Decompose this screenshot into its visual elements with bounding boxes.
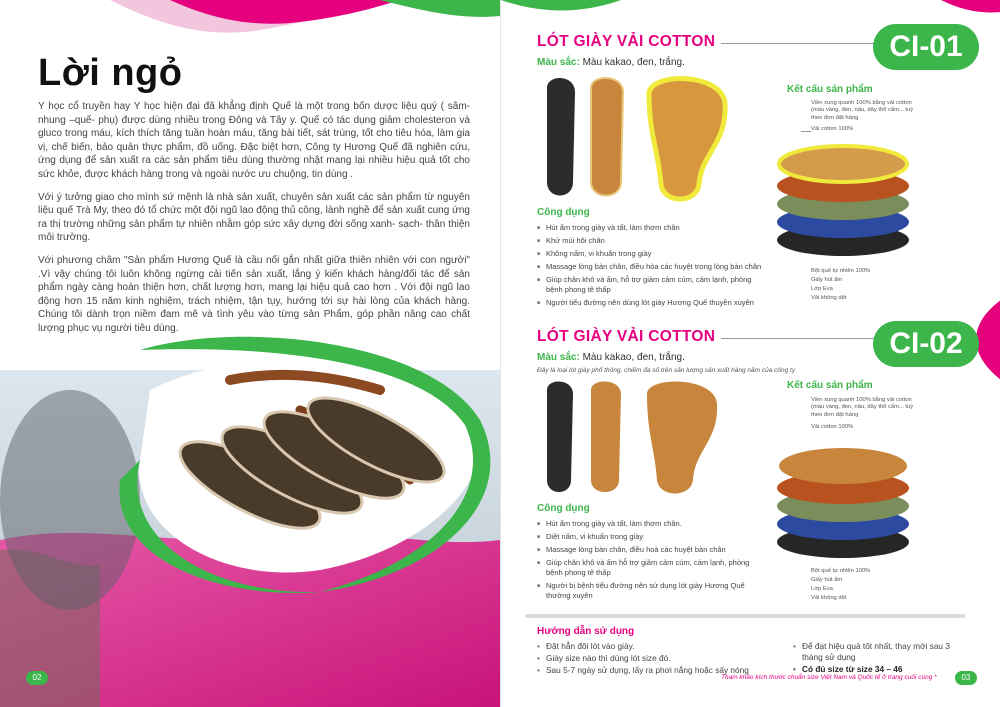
product-2-note: Đây là loại lót giày phổ thông, chiếm đa số trên sản lượng sản xuất hàng năm của công ty [537,367,796,374]
product-1-layer: Giấy hút ẩm [811,277,843,283]
product-2-color-line [537,352,685,363]
product-1-layer: Vải không dệt [811,295,847,301]
product-1-uses-heading: Công dụng [537,207,590,218]
intro-paragraph-2: Với ý tưởng giao cho mình sứ mệnh là nhà sản xuất, chuyên sản xuất các sản phẩm từ nguyên liệu quế Trà My, theo đó tổ chức một đội ngũ lao động thủ công, lành nghề để sản xuất cung ứng ra thị trường những sản phẩm tự nhiên nhằm góp sức xây dựng đời sống xanh- sạch- thân thiện môi trường. [38,191,470,244]
intro-paragraph-1: Y học cổ truyền hay Y học hiện đại đã khẳng định Quế là một trong bốn dược liệu quý ( sâm- nhung –quế- phụ) được dùng nhiều trong Đông và Tây y. Quế có tác dụng giảm cholesteron và gluco trong máu, kích thích tăng tuần hoàn máu, tăng bài tiết, sát trùng, tốt cho tiêu hóa, làm gia vị, chế biến, bảo quản thực phẩm, đồ uống. Đặc biệt hơn, Công ty Hương Quế đã nghiên cứu, ứng dụng để sản xuất ra các sản phẩm tiêu dùng thường nhật mang lại nhiều hiệu quả tốt cho sức khỏe, được khách hàng trong và ngoài nước ưu chuộng, tin dùng . [38,101,470,180]
intro-text [38,100,470,345]
product-1-code-badge: CI-01 [873,24,979,70]
product-1-title-rule [721,43,891,44]
product-2-layer: Bột quế tự nhiên 100% [811,568,871,574]
footer-note: Tham khảo kích thước chuẩn size Việt Nam và Quốc tế ở trang cuối cùng * [721,674,937,681]
product-1-layer-diagram [773,134,913,262]
product-2-uses-heading: Công dụng [537,503,590,514]
product-1-structure-heading: Kết cấu sản phẩm [787,84,873,95]
page-number-right: 03 [955,671,977,685]
product-2-title-rule [721,338,891,339]
product-2-layer-top-1: Viền xung quanh 100% bằng vải cotton (màu vàng, đen, nâu, dây thổ cẩm... tuỳ theo đơn đặt hàng [811,397,914,418]
product-1-use-item: ■ Hút ẩm trong giày và tất, làm thơm chân [537,223,767,233]
guide-item: • Giày size nào thì dùng lót size đó. [537,653,777,664]
intro-paragraph-3: Với phương châm "Sản phẩm Hương Quế là cầu nối gắn nhất giữa thiên nhiên với con người" .Vì vậy chúng tôi luôn không ngừng cải tiến sản xuất, lắng ý kiến khách hàng/đối tác để sản phẩm ngày càng hoàn thiện hơn, chất lượng hơn, mang lại hiệu quả cao hơn . Với đội ngũ lao động hơn 15 năm kinh nghiệm, trách nhiệm, tận tụy, hướng tới sự hài lòng của khách hàng. Chúng tôi dành trọn niềm đam mê và tình yêu vào từng sản Phẩm, góp phần nâng cao chất lượng phục vụ người tiêu dùng. [38,254,470,334]
guide-item: • Có đủ size từ size 34 – 46 [793,664,953,675]
product-2-uses-list [537,519,767,604]
product-1-use-item: ■ Người tiểu đường nên dùng lót giày Hương Quế thuyền xuyên [537,298,767,308]
product-1-layer: Bột quế tự nhiên 100% [811,268,871,274]
product-1-uses-list [537,223,767,311]
product-2-layer: Giấy hút ẩm [811,577,843,583]
page-title: Lời ngỏ [38,52,183,94]
product-2-use-item: ■ Người bị bệnh tiểu đường nên sử dụng lót giày Hương Quế thường xuyên [537,581,767,601]
product-1-color-value: Màu kakao, đen, trắng. [582,57,685,68]
guide-item: • Đặt hẳn đôi lót vào giày. [537,641,777,652]
product-2-use-item: ■ Diệt nấm, vi khuẩn trong giày [537,532,767,542]
product-1-insole-photos [531,74,741,204]
guide-list-right [793,641,953,676]
product-2-layer: Lớp Eva [811,586,833,592]
product-2-insole-photos [531,380,731,498]
product-1-layer-top-1: Viền xung quanh 100% bằng vải cotton (màu vàng, đen, nâu, dây thổ cẩm... tuỳ theo đơn đặt hàng [811,100,914,121]
guide-heading: Hướng dẫn sử dụng [537,626,635,637]
product-2-color-label: Màu sắc: [537,352,580,363]
product-2-layer-top-2: Vải cotton 100% [811,424,854,430]
product-1-use-item: ■ Khử mùi hôi chân [537,236,767,246]
product-1-color-line [537,57,685,68]
product-1-leader [801,131,811,132]
product-1-layer: Lớp Eva [811,286,833,292]
right-page [500,0,1000,707]
guide-item: • Sau 5-7 ngày sử dụng, lấy ra phơi nắng hoặc sấy nóng [537,665,777,676]
product-2-use-item: ■ Massage lòng bàn chân, điều hoà các huyệt bàn chân [537,545,767,555]
guide-list-left [537,641,777,677]
top-decor-shape [0,0,500,60]
product-2-layer: Vải không dệt [811,595,847,601]
product-2-layer-diagram [773,438,913,564]
guide-divider [525,614,965,618]
product-1-layer-top-2: Vải cotton 100% [811,126,854,132]
product-2-use-item: ■ Hút ẩm trong giày và tất, làm thơm chân. [537,519,767,529]
product-1-title: LÓT GIÀY VẢI COTTON [537,33,716,50]
guide-item: • Để đạt hiệu quả tốt nhất, thay mới sau 3 tháng sử dụng [793,641,953,663]
product-2-use-item: ■ Giúp chân khô và ấm hỗ trợ giảm cảm cúm, cảm lạnh, phòng bệnh phong tê thấp [537,558,767,578]
product-2-structure-heading: Kết cấu sản phẩm [787,380,873,391]
product-2-color-value: Màu kakao, đen, trắng. [582,352,685,363]
product-2-title: LÓT GIÀY VẢI COTTON [537,328,716,345]
page-number-left: 02 [26,671,48,685]
insole-photo-collage [0,330,500,707]
product-2-code-badge: CI-02 [873,321,979,367]
product-1-use-item: ■ Giúp chân khô và ấm, hỗ trợ giảm cảm cúm, cảm lạnh, phòng bệnh phong tê thấp [537,275,767,295]
product-1-use-item: ■ Massage lòng bàn chân, điều hòa các huyệt trong lòng bàn chân [537,262,767,272]
product-1-color-label: Màu sắc: [537,57,580,68]
product-1-use-item: ■ Không nấm, vi khuẩn trong giày [537,249,767,259]
